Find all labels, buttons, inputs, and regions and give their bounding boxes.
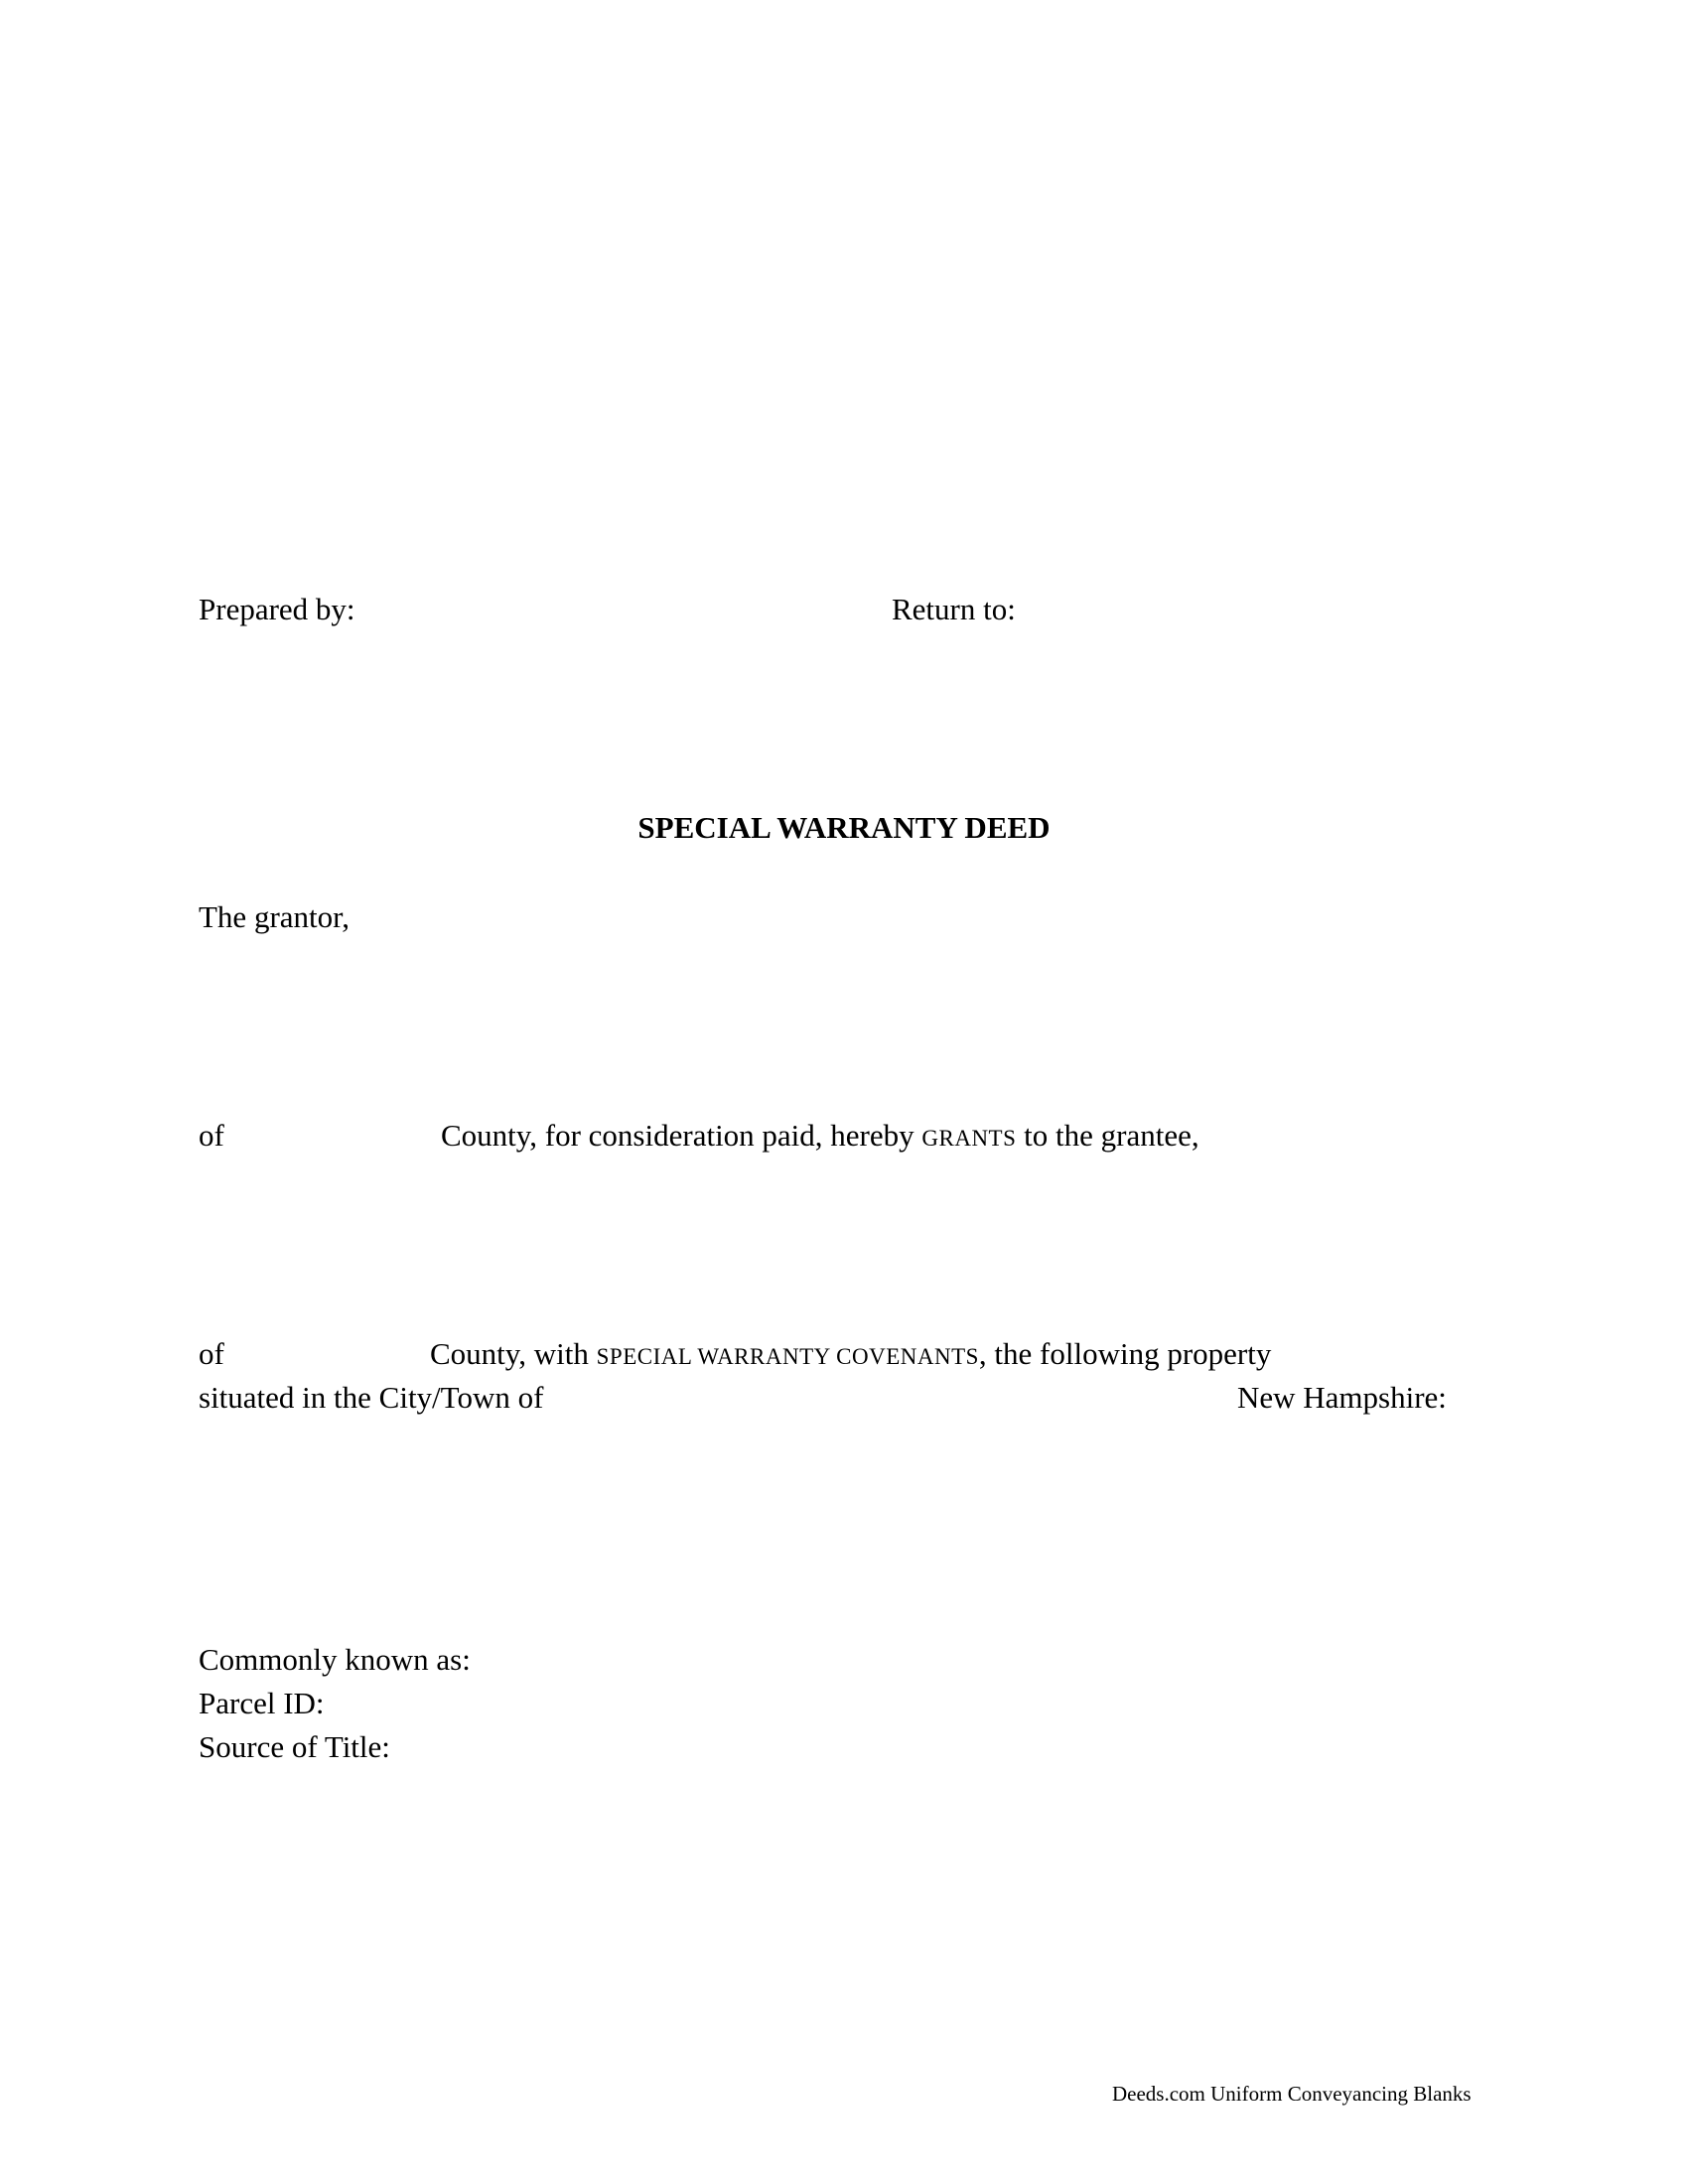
grantee-of-label: of [199,1336,224,1371]
document-title: SPECIAL WARRANTY DEED [637,810,1051,845]
source-of-title-label: Source of Title: [199,1729,390,1764]
footer-text: Deeds.com Uniform Conveyancing Blanks [1112,2082,1472,2106]
parcel-id-label: Parcel ID: [199,1686,325,1720]
situated-label: situated in the City/Town of [199,1380,544,1415]
grantor-label: The grantor, [199,899,350,934]
grantee-county-text: County, with [430,1336,597,1371]
prepared-by-label: Prepared by: [199,592,355,626]
grants-keyword: GRANTS [921,1126,1017,1151]
grantor-county-clause [441,1118,1199,1157]
commonly-known-label: Commonly known as: [199,1642,471,1677]
grantee-county-clause [430,1336,1271,1375]
return-to-label: Return to: [892,592,1016,626]
state-label: New Hampshire: [1237,1380,1447,1415]
grantee-text: to the grantee, [1016,1118,1199,1153]
property-text: , the following property [978,1336,1272,1371]
grantor-county-text: County, for consideration paid, hereby [441,1118,922,1153]
grantor-of-label: of [199,1118,224,1153]
covenants-keyword: SPECIAL WARRANTY COVENANTS [596,1344,979,1369]
